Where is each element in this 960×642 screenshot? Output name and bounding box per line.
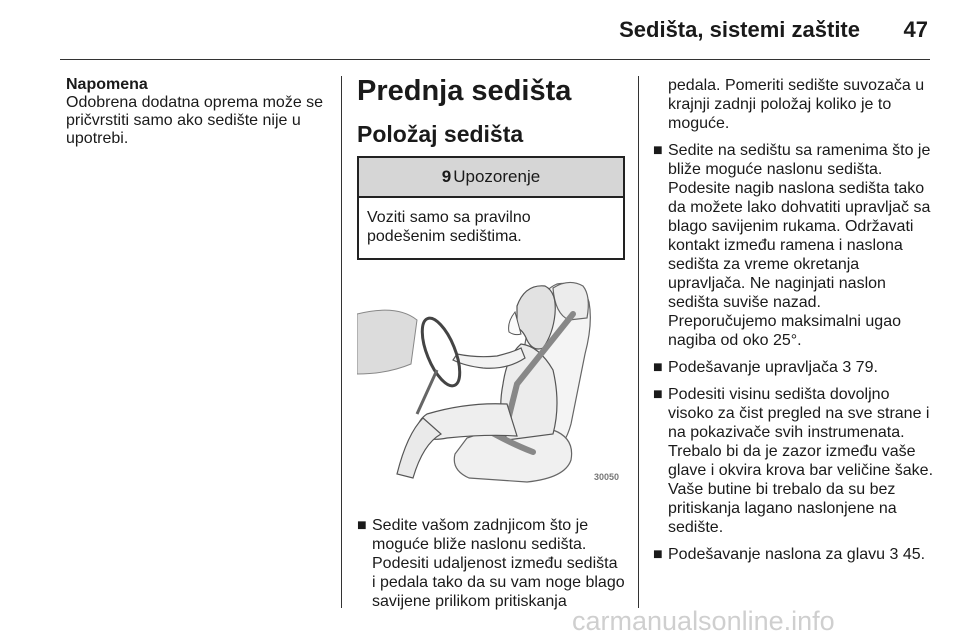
section-subtitle: Položaj sedišta — [357, 121, 524, 147]
warning-box — [357, 156, 625, 260]
warning-icon: 9 — [441, 167, 452, 186]
bullet-icon: ■ — [653, 359, 663, 376]
steering-adjust-link[interactable]: Podešavanje upravljača 3 79. — [668, 359, 878, 376]
bullet-list — [357, 516, 625, 611]
illustration-code: 30050 — [593, 472, 619, 482]
header-divider — [60, 59, 930, 60]
list-item — [357, 516, 625, 611]
list-item-text: Sedite na sedištu sa ramenima što je bliže moguće naslonu sedišta. Podesite nagib naslona sedišta tako da možete lako dohvatiti upravljač sa blago savijenim rukama. Održavati kontakt između ramena i naslona sedišta za vreme okretanja upravljača. Ne naginjati naslon sedišta suviše nazad. Preporučujemo maksimalni ugao nagiba od oko 25°. — [668, 142, 931, 349]
bullet-icon: ■ — [357, 517, 367, 534]
list-item — [653, 358, 933, 377]
driver-seat-drawing — [357, 274, 625, 494]
warning-text-line: Voziti samo sa pravilno — [367, 209, 531, 226]
section-title: Prednja sedišta — [357, 75, 572, 107]
continued-text: pedala. Pomeriti sedište suvozača u krajnji zadnji položaj koliko je to moguće. — [668, 77, 925, 132]
bullet-icon: ■ — [653, 386, 663, 403]
list-item-text: Podesiti visinu sedišta dovoljno visoko za čist pregled na sve strane i na pokazivače svih instrumenata. Trebalo bi da je zazor između vaše glave i okvira krova bar veličine šake. Vaše butine bi trebalo da su bez pritiskanja lagano naslonjene na sedište. — [668, 386, 934, 536]
column-divider-left — [341, 76, 342, 608]
warning-text — [359, 198, 623, 258]
list-item — [653, 545, 933, 564]
warning-text-line: podešenim sedištima. — [367, 228, 522, 245]
running-header-title: Sedišta, sistemi zaštite — [619, 17, 860, 42]
bullet-icon: ■ — [653, 142, 663, 159]
seats-column — [357, 74, 625, 611]
column-divider-right — [638, 76, 639, 608]
note-title: Napomena — [66, 76, 148, 93]
note-text: Odobrena dodatna oprema može se pričvrstiti samo ako sedište nije u upotrebi. — [66, 94, 324, 147]
warning-title: Upozorenje — [453, 167, 541, 186]
warning-header — [359, 158, 623, 198]
list-item-text: Sedite vašom zadnjicom što je moguće bliže naslonu sedišta. Podesiti udaljenost između sedišta i pedala tako da su vam noge blago savijene prilikom pritiskanja — [372, 517, 625, 610]
page-number: 47 — [903, 17, 928, 42]
list-item — [653, 385, 933, 537]
headrest-adjust-link[interactable]: Podešavanje naslona za glavu 3 45. — [668, 546, 926, 563]
bullet-icon: ■ — [653, 546, 663, 563]
instructions-column — [653, 76, 933, 564]
note-column — [66, 76, 331, 148]
list-item — [653, 141, 933, 350]
seating-position-illustration — [357, 274, 625, 494]
watermark: carmanualsonline.info — [572, 606, 835, 636]
